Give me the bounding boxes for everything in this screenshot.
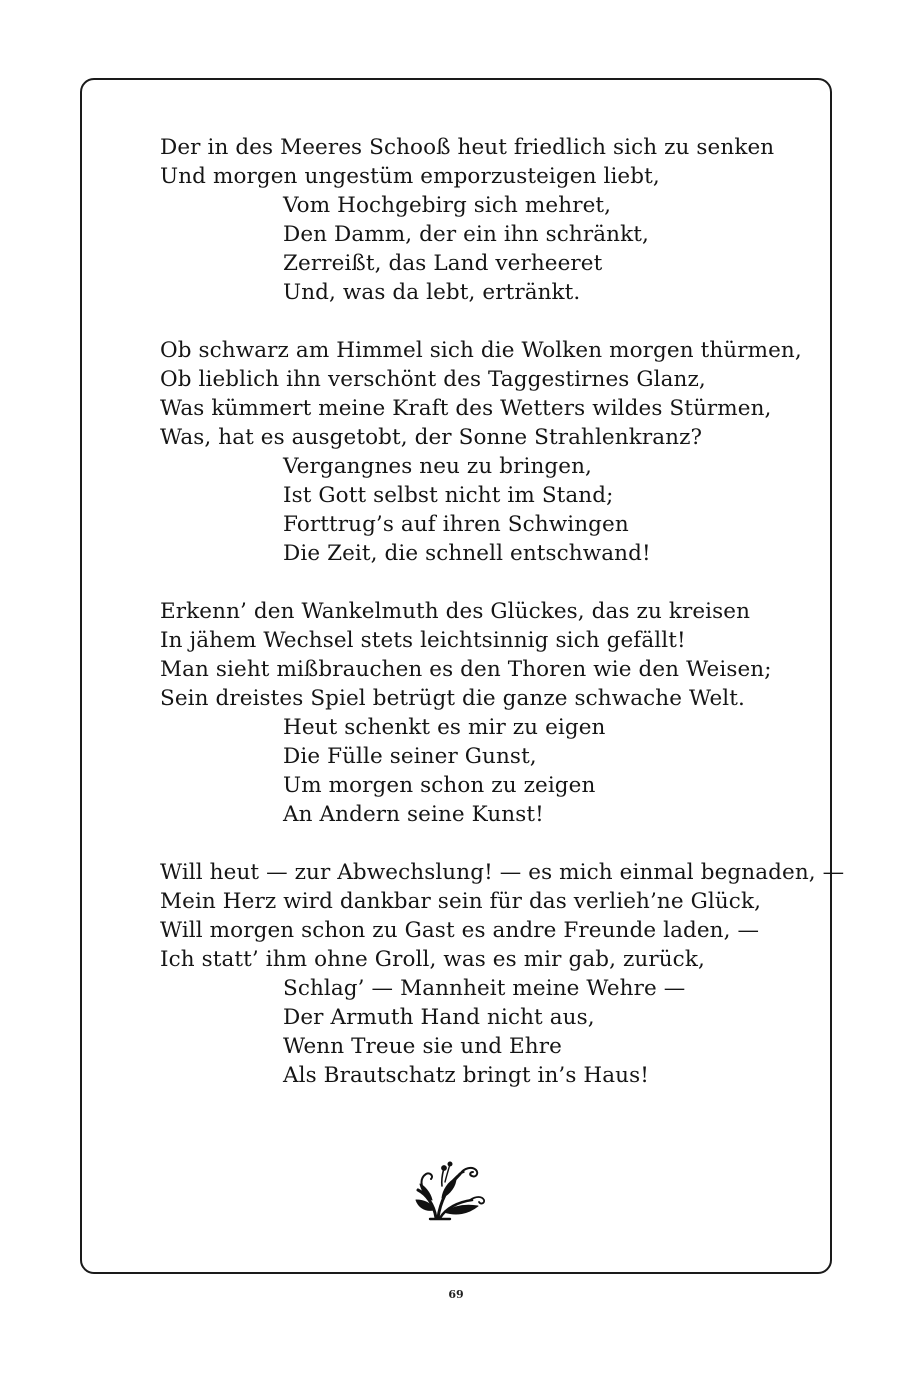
- page-number: 69: [448, 1288, 464, 1301]
- stanza: [160, 336, 820, 568]
- poem-line: Was, hat es ausgetobt, der Sonne Strahlenkranz?: [160, 425, 703, 450]
- poem-line-indented: Schlag’ — Mannheit meine Wehre —: [283, 976, 686, 1001]
- poem-line: Ob schwarz am Himmel sich die Wolken morgen thürmen,: [160, 338, 802, 363]
- poem-line-indented: Der Armuth Hand nicht aus,: [283, 1005, 595, 1030]
- poem-line-indented: An Andern seine Kunst!: [283, 802, 544, 827]
- stanza: [160, 858, 845, 1090]
- poem-line: Der in des Meeres Schooß heut friedlich sich zu senken: [160, 135, 775, 160]
- poem-line: Was kümmert meine Kraft des Wetters wildes Stürmen,: [160, 396, 772, 421]
- poem-line-indented: Und, was da lebt, ertränkt.: [283, 280, 581, 305]
- poem-line: Ob lieblich ihn verschönt des Taggestirnes Glanz,: [160, 367, 706, 392]
- poem-line: Will heut — zur Abwechslung! — es mich einmal begnaden, —: [160, 860, 845, 885]
- poem-line: Und morgen ungestüm emporzusteigen liebt,: [160, 164, 660, 189]
- poem-line-indented: Wenn Treue sie und Ehre: [283, 1034, 562, 1059]
- poem-line-indented: Als Brautschatz bringt in’s Haus!: [283, 1063, 650, 1088]
- poem-line-indented: Die Zeit, die schnell entschwand!: [283, 541, 651, 566]
- poem-line: Will morgen schon zu Gast es andre Freunde laden, —: [160, 918, 760, 943]
- stanza: [160, 133, 820, 307]
- poem: [160, 133, 845, 1119]
- poem-line: Erkenn’ den Wankelmuth des Glückes, das zu kreisen: [160, 599, 751, 624]
- stanza: [160, 597, 820, 829]
- poem-line-indented: Heut schenkt es mir zu eigen: [283, 715, 606, 740]
- poem-line-indented: Die Fülle seiner Gunst,: [283, 744, 537, 769]
- poem-line: Sein dreistes Spiel betrügt die ganze schwache Welt.: [160, 686, 745, 711]
- poem-line-indented: Um morgen schon zu zeigen: [283, 773, 596, 798]
- poem-line: In jähem Wechsel stets leichtsinnig sich gefällt!: [160, 628, 686, 653]
- poem-line-indented: Vom Hochgebirg sich mehret,: [283, 193, 612, 218]
- poem-line-indented: Vergangnes neu zu bringen,: [283, 454, 592, 479]
- floral-vignette-icon: [414, 1160, 486, 1222]
- poem-line-indented: Forttrug’s auf ihren Schwingen: [283, 512, 629, 537]
- poem-line: Mein Herz wird dankbar sein für das verlieh’ne Glück,: [160, 889, 762, 914]
- poem-line-indented: Den Damm, der ein ihn schränkt,: [283, 222, 649, 247]
- poem-line-indented: Ist Gott selbst nicht im Stand;: [283, 483, 614, 508]
- poem-line: Man sieht mißbrauchen es den Thoren wie den Weisen;: [160, 657, 772, 682]
- poem-line: Ich statt’ ihm ohne Groll, was es mir gab, zurück,: [160, 947, 705, 972]
- poem-line-indented: Zerreißt, das Land verheeret: [283, 251, 603, 276]
